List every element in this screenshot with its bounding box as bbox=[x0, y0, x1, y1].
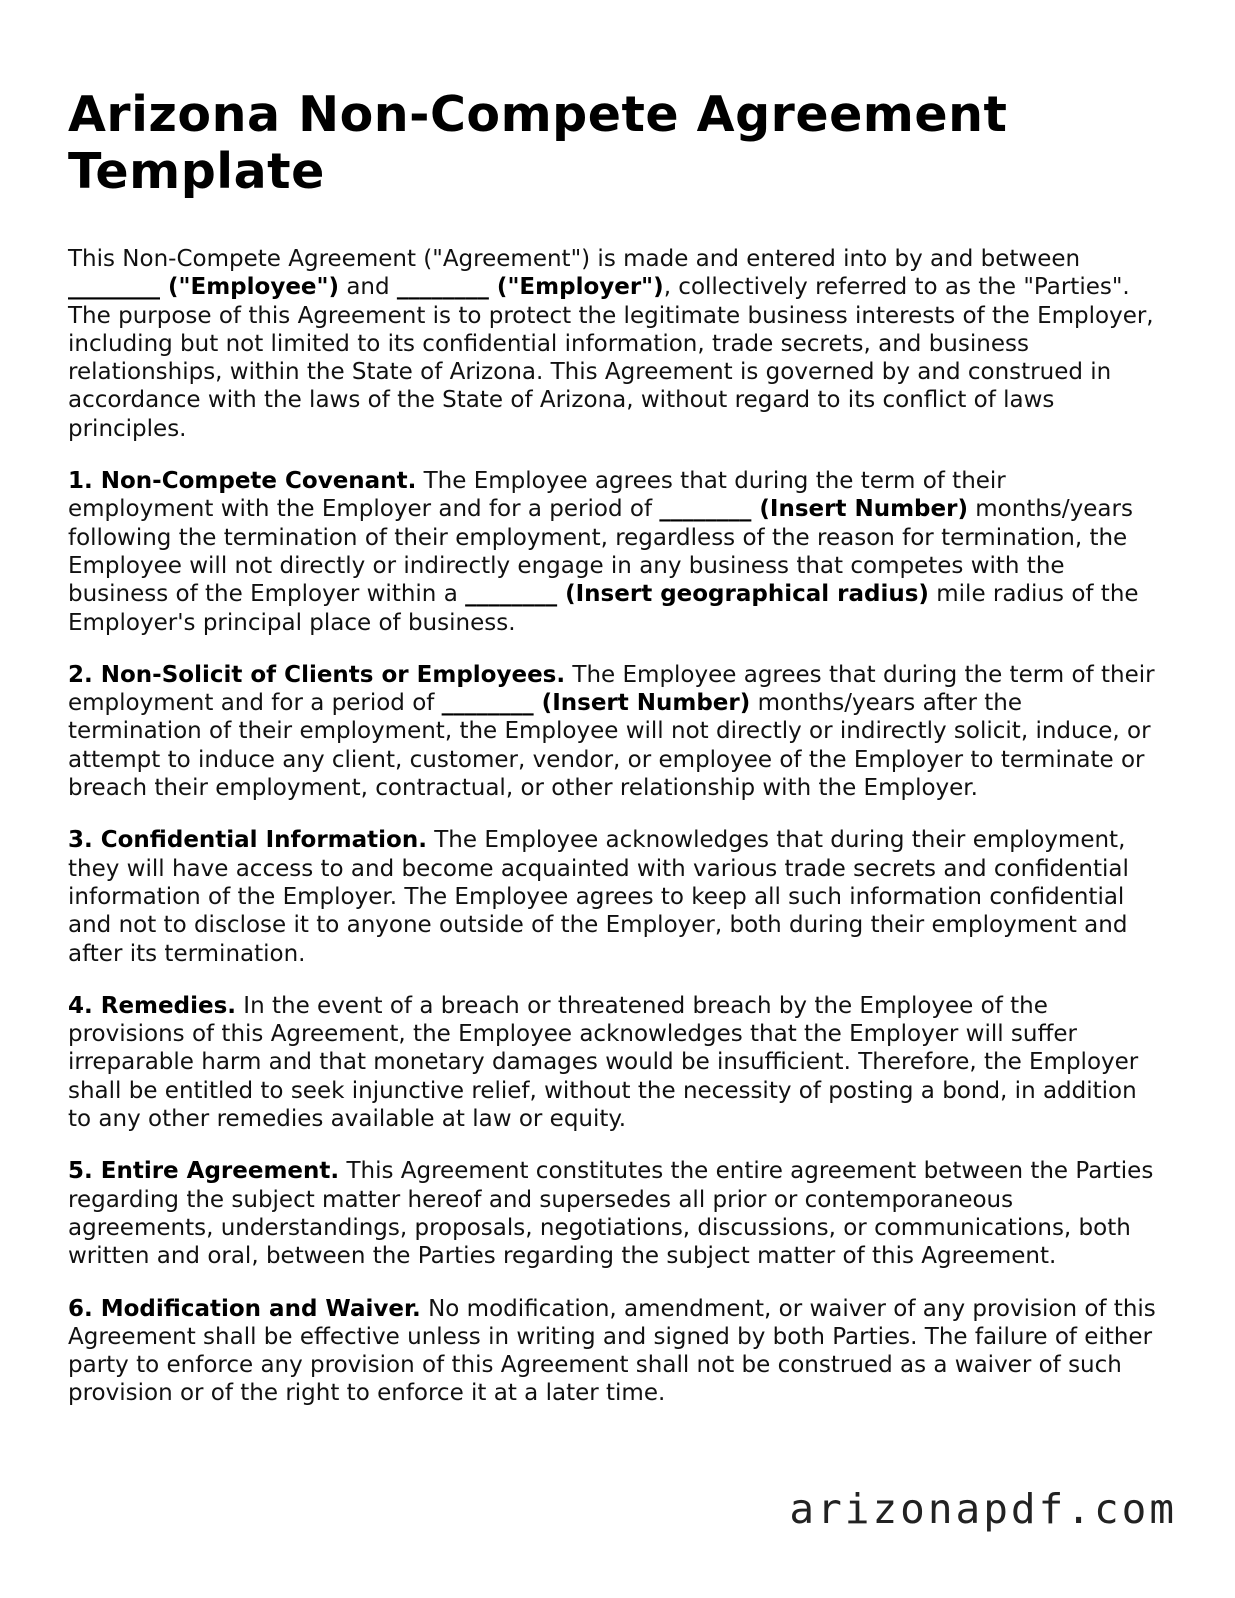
section-text: months/years following the termination of their employment, regardless of the reason for termination, the Employee will not directly or indirectly engage in any business that competes with the business of the Employer within a bbox=[68, 496, 1133, 608]
section-text: mile radius of the Employer's principal place of business. bbox=[68, 581, 1139, 636]
section-confidential-information bbox=[68, 826, 1158, 967]
intro-text: , collectively referred to as the "Parties". The purpose of this Agreement is to protect the legitimate business interests of the Employer, including but not limited to its confidential information, trade secrets, and business relationships, within the State of Arizona. This Agreement is governed by and construed in accordance with the laws of the State of Arizona, without regard to its conflict of laws principles. bbox=[68, 274, 1154, 442]
section-non-solicit bbox=[68, 661, 1158, 802]
intro-text: This Non-Compete Agreement ("Agreement") is made and entered into by and between bbox=[68, 246, 1081, 272]
section-heading: 5. Entire Agreement. bbox=[68, 1158, 340, 1185]
section-modification-waiver bbox=[68, 1295, 1158, 1408]
section-heading: 1. Non-Compete Covenant. bbox=[68, 468, 417, 495]
section-text: This Agreement constitutes the entire agreement between the Parties regarding the subject matter hereof and supersedes all prior or contemporaneous agreements, understandings, proposals, negotiations, discussions, or communications, both written and oral, between the Parties regarding the subject matter of this Agreement. bbox=[68, 1158, 1154, 1270]
section-heading: 3. Confidential Information. bbox=[68, 827, 427, 854]
intro-paragraph bbox=[68, 245, 1158, 443]
intro-text: and bbox=[339, 274, 397, 301]
section-heading: 4. Remedies. bbox=[68, 992, 236, 1019]
section-non-compete bbox=[68, 467, 1158, 637]
section-text: The Employee agrees that during the term of their employment and for a period of bbox=[68, 661, 1155, 717]
section-text: The Employee acknowledges that during their employment, they will have access to and become acquainted with various trade secrets and confidential information of the Employer. The Employee agrees to keep all such information confidential and not to disclose it to anyone outside of the Employer, both during their employment and after its termination. bbox=[68, 827, 1129, 967]
section-heading: 6. Modification and Waiver. bbox=[68, 1295, 421, 1322]
watermark: arizonapdf.com bbox=[789, 1485, 1177, 1533]
insert-number-blank: ________ (Insert Number) bbox=[659, 496, 968, 523]
section-text: No modification, amendment, or waiver of any provision of this Agreement shall be effective unless in writing and signed by both Parties. The failure of either party to enforce any provision of this Agreement shall not be construed as a waiver of such provision or of the right to enforce it at a later time. bbox=[68, 1295, 1156, 1407]
document-page bbox=[68, 86, 1158, 1408]
insert-radius-blank: ________ (Insert geographical radius) bbox=[465, 581, 929, 608]
document-title: Arizona Non-Compete Agreement Template bbox=[68, 86, 1008, 200]
section-text: months/years after the termination of their employment, the Employee will not directly or indirectly solicit, induce, or attempt to induce any client, customer, vendor, or employee of the Employer to terminate or breach their employment, contractual, or other relationship with the Employer. bbox=[68, 690, 1151, 802]
insert-number-blank: ________ (Insert Number) bbox=[441, 690, 751, 717]
section-entire-agreement bbox=[68, 1157, 1158, 1270]
employee-blank: ________ ("Employee") bbox=[68, 274, 340, 301]
section-text: The Employee agrees that during the term of their employment with the Employer and for a period of bbox=[68, 468, 1006, 523]
employer-blank: ________ ("Employer") bbox=[396, 274, 664, 301]
section-heading: 2. Non-Solicit of Clients or Employees. bbox=[68, 661, 566, 688]
section-remedies bbox=[68, 992, 1158, 1133]
section-text: In the event of a breach or threatened breach by the Employee of the provisions of this Agreement, the Employee acknowledges that the Employer will suffer irreparable harm and that monetary damages would be insufficient. Therefore, the Employer shall be entitled to seek injunctive relief, without the necessity of posting a bond, in addition to any other remedies available at law or equity. bbox=[68, 992, 1139, 1133]
